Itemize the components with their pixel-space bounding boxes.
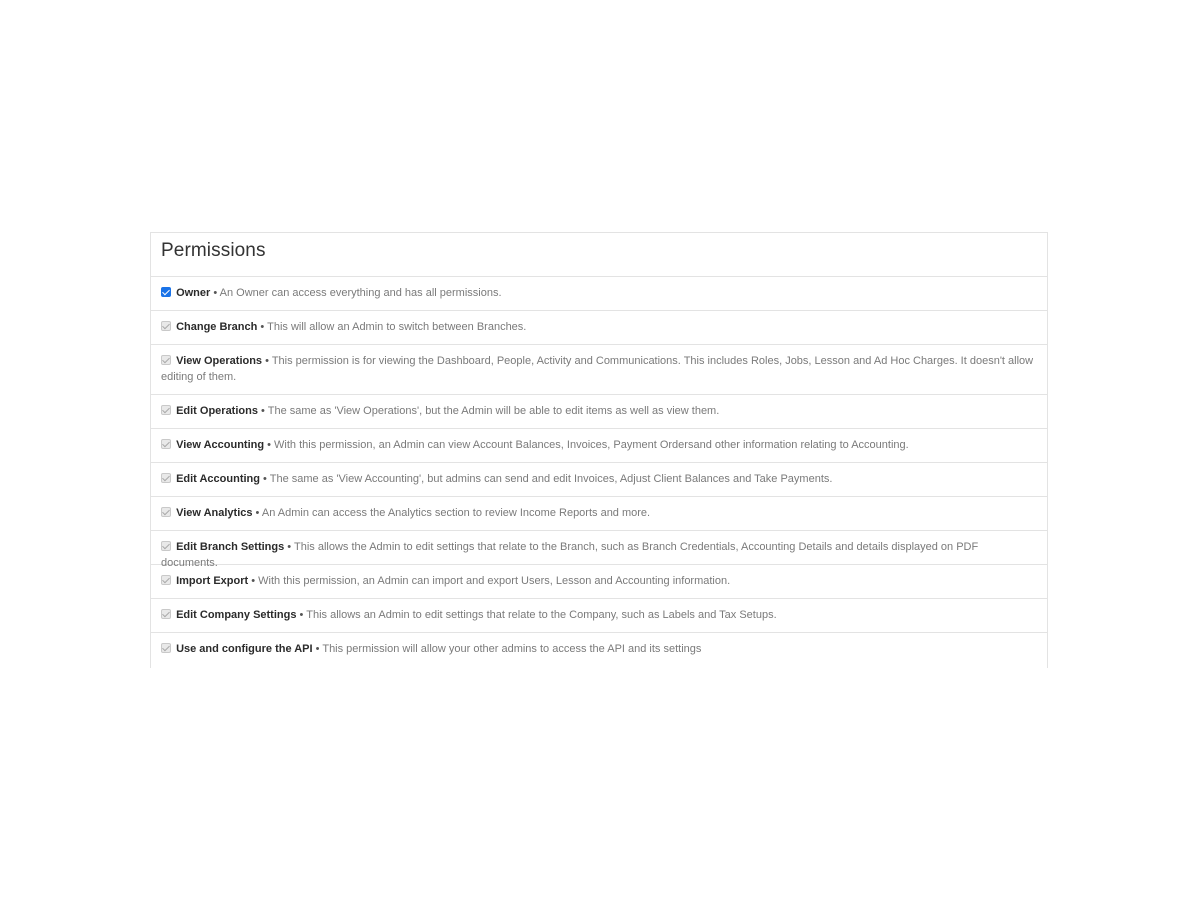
permission-name: View Analytics — [176, 507, 253, 519]
checkbox-use-api[interactable] — [161, 643, 171, 653]
permission-row-view-analytics — [151, 497, 1047, 531]
permission-description: This allows the Admin to edit settings that relate to the Branch, such as Branch Credentials, Accounting Details and details displayed on PDF documents. — [161, 541, 979, 569]
permission-row-edit-operations — [151, 395, 1047, 429]
permission-row-view-operations — [151, 345, 1047, 395]
bullet-separator: • — [257, 321, 268, 333]
bullet-separator: • — [284, 541, 295, 553]
permission-row-import-export — [151, 565, 1047, 599]
permission-name: Edit Branch Settings — [176, 541, 285, 553]
permission-name: Owner — [176, 287, 211, 299]
permission-row-owner — [151, 277, 1047, 311]
permission-row-use-api — [151, 633, 1047, 667]
permission-description: With this permission, an Admin can view Account Balances, Invoices, Payment Ordersand other information relating to Accounting. — [274, 439, 909, 451]
bullet-separator: • — [257, 405, 268, 417]
checkbox-view-operations[interactable] — [161, 355, 171, 365]
permission-name: Edit Accounting — [176, 473, 260, 485]
permission-description: The same as 'View Operations', but the Admin will be able to edit items as well as view them. — [267, 405, 720, 417]
permission-description: An Owner can access everything and has all permissions. — [219, 287, 502, 299]
checkbox-edit-company-settings[interactable] — [161, 609, 171, 619]
checkbox-edit-branch-settings[interactable] — [161, 541, 171, 551]
checkbox-owner[interactable] — [161, 287, 171, 297]
checkbox-edit-accounting[interactable] — [161, 473, 171, 483]
permission-name: View Operations — [176, 355, 263, 367]
permission-name: Edit Operations — [176, 405, 258, 417]
bullet-separator: • — [210, 287, 220, 299]
bullet-separator: • — [259, 473, 270, 485]
checkbox-view-analytics[interactable] — [161, 507, 171, 517]
permission-name: Import Export — [176, 575, 249, 587]
bullet-separator: • — [248, 575, 259, 587]
permission-name: Use and configure the API — [176, 643, 313, 655]
bullet-separator: • — [252, 507, 262, 519]
permission-description: With this permission, an Admin can import and export Users, Lesson and Accounting information. — [258, 575, 731, 587]
bullet-separator: • — [262, 355, 272, 367]
permission-name: View Accounting — [176, 439, 265, 451]
permission-name: Change Branch — [176, 321, 258, 333]
bullet-separator: • — [264, 439, 275, 451]
permission-row-view-accounting — [151, 429, 1047, 463]
permission-row-edit-company-settings — [151, 599, 1047, 633]
page-title: Permissions — [161, 240, 266, 261]
permission-description: This permission is for viewing the Dashboard, People, Activity and Communications. This includes Roles, Jobs, Lesson and Ad Hoc Charges. It doesn't allow editing of them. — [161, 355, 1034, 383]
permissions-header — [151, 233, 1047, 277]
checkbox-import-export[interactable] — [161, 575, 171, 585]
checkbox-edit-operations[interactable] — [161, 405, 171, 415]
permission-description: This will allow an Admin to switch between Branches. — [267, 321, 527, 333]
permission-name: Edit Company Settings — [176, 609, 297, 621]
bullet-separator: • — [296, 609, 307, 621]
permission-description: This allows an Admin to edit settings that relate to the Company, such as Labels and Tax Setups. — [306, 609, 777, 621]
permission-row-edit-branch-settings — [151, 531, 1047, 569]
permission-row-change-branch — [151, 311, 1047, 345]
permission-row-edit-accounting — [151, 463, 1047, 497]
permission-description: The same as 'View Accounting', but admins can send and edit Invoices, Adjust Client Balances and Take Payments. — [269, 473, 833, 485]
checkbox-change-branch[interactable] — [161, 321, 171, 331]
permission-description: This permission will allow your other admins to access the API and its settings — [322, 643, 702, 655]
permissions-panel — [150, 232, 1048, 668]
checkbox-view-accounting[interactable] — [161, 439, 171, 449]
permission-description: An Admin can access the Analytics section to review Income Reports and more. — [261, 507, 651, 519]
bullet-separator: • — [312, 643, 323, 655]
